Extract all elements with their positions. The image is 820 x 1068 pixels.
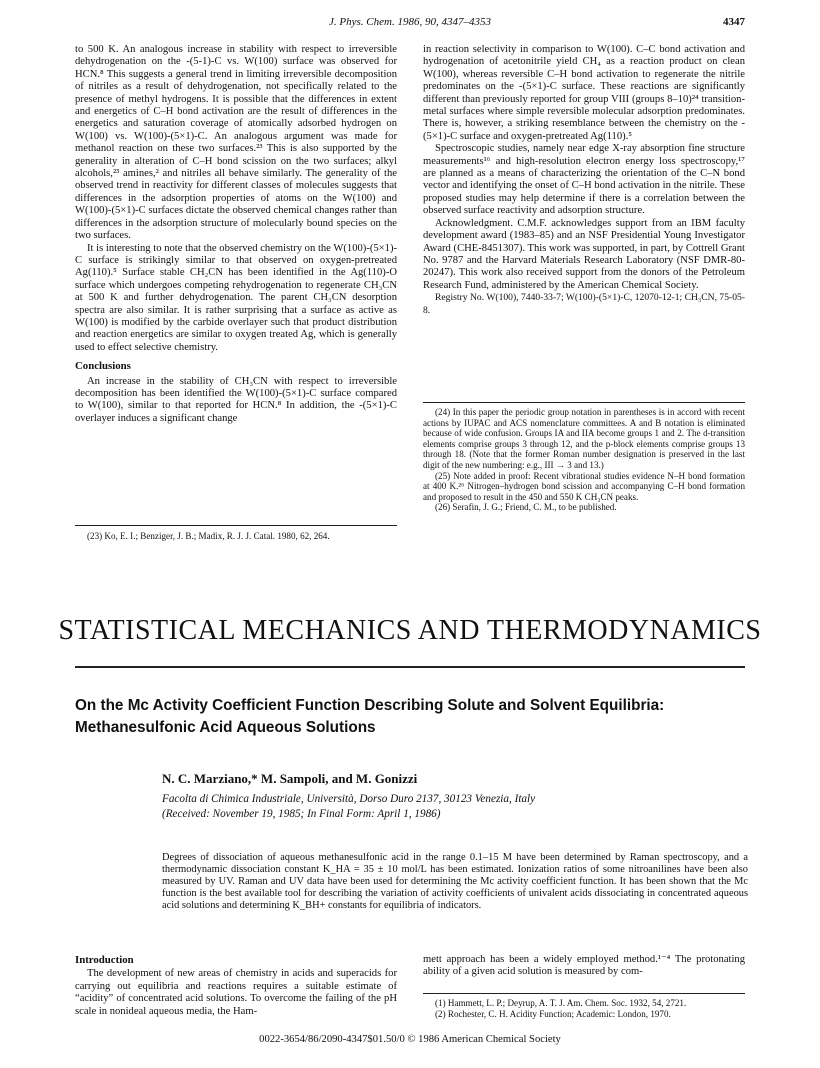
abstract: Degrees of dissociation of aqueous methanesulfonic acid in the range 0.1–15 M have been determined by Raman spectroscopy, and a thermodynamic dissociation constant K_HA = 35 ± 10 mol/L has been estimated. Ionization ratios of some nitroanilines have been also measured by UV. Raman and UV data have been used for determining the Mc activity coefficient function. It has been shown that the Mc function is the best available tool for describing the variation of activity coefficients of univalent acids dissociating in concentrated aqueous acid solutions and determining K_BH+ constants for equilibria of indicators. [162, 852, 748, 911]
section-title: STATISTICAL MECHANICS AND THERMODYNAMICS [58, 615, 762, 646]
reference: (1) Hammett, L. P.; Deyrup, A. T. J. Am. Chem. Soc. 1932, 54, 2721. [435, 998, 687, 1008]
introduction-heading: Introduction [75, 954, 134, 966]
journal-citation: J. Phys. Chem. 1986, 90, 4347–4353 [329, 16, 491, 28]
received-dates: (Received: November 19, 1985; In Final Form: April 1, 1986) [162, 807, 441, 820]
acknowledgment: Acknowledgment. C.M.F. acknowledges support from an IBM faculty development award (1983–85) and an NSF Presidential Young Investigator Award (CHE-8451307). This work was supported, in part, by Cottrell Grant No. 9787 and the Harvard Materials Research Laboratory (NSF DMR-80-20247). This work also received support from the donors of the Petroleum Research Fund, administered by the American Chemical Society. [423, 217, 745, 291]
copyright-footer: 0022-3654/86/2090-4347$01.50/0 © 1986 American Chemical Society [259, 1034, 561, 1045]
body-paragraph: to 500 K. An analogous increase in stability with respect to irreversible dehydrogenation on the -(5-1)-C vs. W(100) surface was observed for HCN.⁸ This suggests a general trend in limiting irreversible decomposition of nitriles as a result of dehydrogenation, not specifically related to the presence of methyl hydrogens. It is possible that the differences in extent and energetics of C–H bond activation are the result of differences in the energetics and saturation coverage of atomically adsorbed hydrogen on W(100) vs. W(100)-(5×1)-C. An analogous argument was made for methanol reaction on these two surfaces.²³ This is also supported by the generality in alteration of C–H bond scission on the two surfaces; alkyl alcohols,²³ amines,² and nitriles all behave similarly. The generality of the observed trend in reactivity for different classes of molecules suggests that differences in the adsorption properties of atoms on the W(100) and W(100)-(5×1)-C surfaces dictate the observed chemical changes rather than differences in the adsorption structure of molecularly bound species on the two surfaces. [75, 44, 397, 242]
page-number: 4347 [723, 16, 745, 28]
reference-rule [423, 993, 745, 994]
affiliation: Facolta di Chimica Industriale, Università, Dorso Duro 2137, 30123 Venezia, Italy [162, 793, 536, 805]
body-paragraph: in reaction selectivity in comparison to W(100). C–C bond activation and hydrogenation of acetonitrile yield CH₄ as a reaction product on clean W(100), whereas reversible C–H bond activation to regenerate the nitrile predominates on the -(5×1)-C surface. These reactions are significantly different than previously reported for group VIII (groups 8–10)²⁴ transition-metal surfaces where simple reversible molecular adsorption predominates. There is, however, a striking resemblance between the chemistry on the -(5×1)-C surface and oxygen-pretreated Ag(110).⁵ [423, 44, 745, 142]
reference: (2) Rochester, C. H. Acidity Function; Academic: London, 1970. [435, 1008, 671, 1019]
affiliation-block [162, 792, 535, 821]
conclusions-paragraph: An increase in the stability of CH₃CN with respect to irreversible decomposition has been identified the W(100)-(5×1)-C surface compared to W(100), similar to that reported for HCN.⁸ In addition, the -(5×1)-C overlayer induces a significant change [75, 375, 397, 424]
intro-paragraph: The development of new areas of chemistry in acids and superacids for carrying out equilibria and reactions requires a suitable estimate of “acidity” of concentrated acid solutions. To overcome the failing of the pH scale in nonideal aqueous media, the Ham- [75, 968, 397, 1017]
conclusions-heading: Conclusions [75, 360, 131, 373]
body-paragraph: It is interesting to note that the observed chemistry on the W(100)-(5×1)-C surface is strikingly similar to that observed on oxygen-pretreated Ag(110).⁵ Surface stable CH₂CN has been identified in the Ag(110)-O surface which undergoes competing rehydrogenation to regenerate CH₃CN at 500 K and further dehydrogenation. The parent CH₃CN desorption spectra are also similar. It is rather surprising that a surface as active as W(100) is modified by the carbide overlayer such that product distribution and reaction energetics are similar to oxygen treated Ag, which is generally used to effect selective chemistry. [75, 242, 397, 353]
registry-numbers: Registry No. W(100), 7440-33-7; W(100)-(5×1)-C, 12070-12-1; CH₃CN, 75-05-8. [423, 292, 745, 316]
footnote: (23) Ko, E. I.; Benziger, J. B.; Madix, R. J. J. Catal. 1980, 62, 264. [87, 531, 330, 541]
references [423, 998, 745, 1019]
left-footnotes [75, 531, 397, 542]
section-rule [75, 666, 745, 668]
article-title-line: On the Mc Activity Coefficient Function Describing Solute and Solvent Equilibria: [75, 697, 665, 714]
footnote-rule [423, 402, 745, 403]
article-title [75, 695, 745, 739]
left-column [75, 44, 397, 425]
article-title-line: Methanesulfonic Acid Aqueous Solutions [75, 719, 376, 736]
authors: N. C. Marziano,* M. Sampoli, and M. Gonizzi [162, 771, 418, 786]
footnote: (26) Serafin, J. G.; Friend, C. M., to be published. [435, 502, 617, 513]
intro-right-column [423, 954, 745, 979]
footnote-rule [75, 525, 397, 526]
running-header [75, 16, 745, 32]
intro-left-column [75, 954, 397, 1018]
right-footnotes [423, 407, 745, 513]
footnote: (24) In this paper the periodic group notation in parentheses is in accord with recent actions by IUPAC and ACS nomenclature committees. A and B notation is eliminated because of wide confusion. Groups IA and IIA become groups 1 and 2. The d-transition elements comprise groups 3 through 12, and the p-block elements comprise groups 13 through 18. (Note that the former Roman number designation is preserved in the last digit of the new numbering: e.g., III → 3 and 13.) [423, 407, 745, 470]
body-paragraph: Spectroscopic studies, namely near edge X-ray absorption fine structure measurements¹⁶ and high-resolution electron energy loss spectroscopy,¹⁷ are planned as a means of characterizing the orientation of the C–N bond vector and identifying the onset of C–H bond activation in the nitrile. These proposed studies may help determine if there is a correlation between the observed surface reactivity and adsorption structure. [423, 143, 745, 217]
intro-paragraph: mett approach has been a widely employed method.¹⁻⁴ The protonating ability of a given acid solution is measured by com- [423, 954, 745, 978]
footnote: (25) Note added in proof: Recent vibrational studies evidence N–H bond formation at 400 K.²⁶ Nitrogen–hydrogen bond scission and accompanying C–H bond formation and proposed to result in the 450 and 550 K CH₃CN peaks. [423, 470, 745, 502]
right-column [423, 44, 745, 317]
